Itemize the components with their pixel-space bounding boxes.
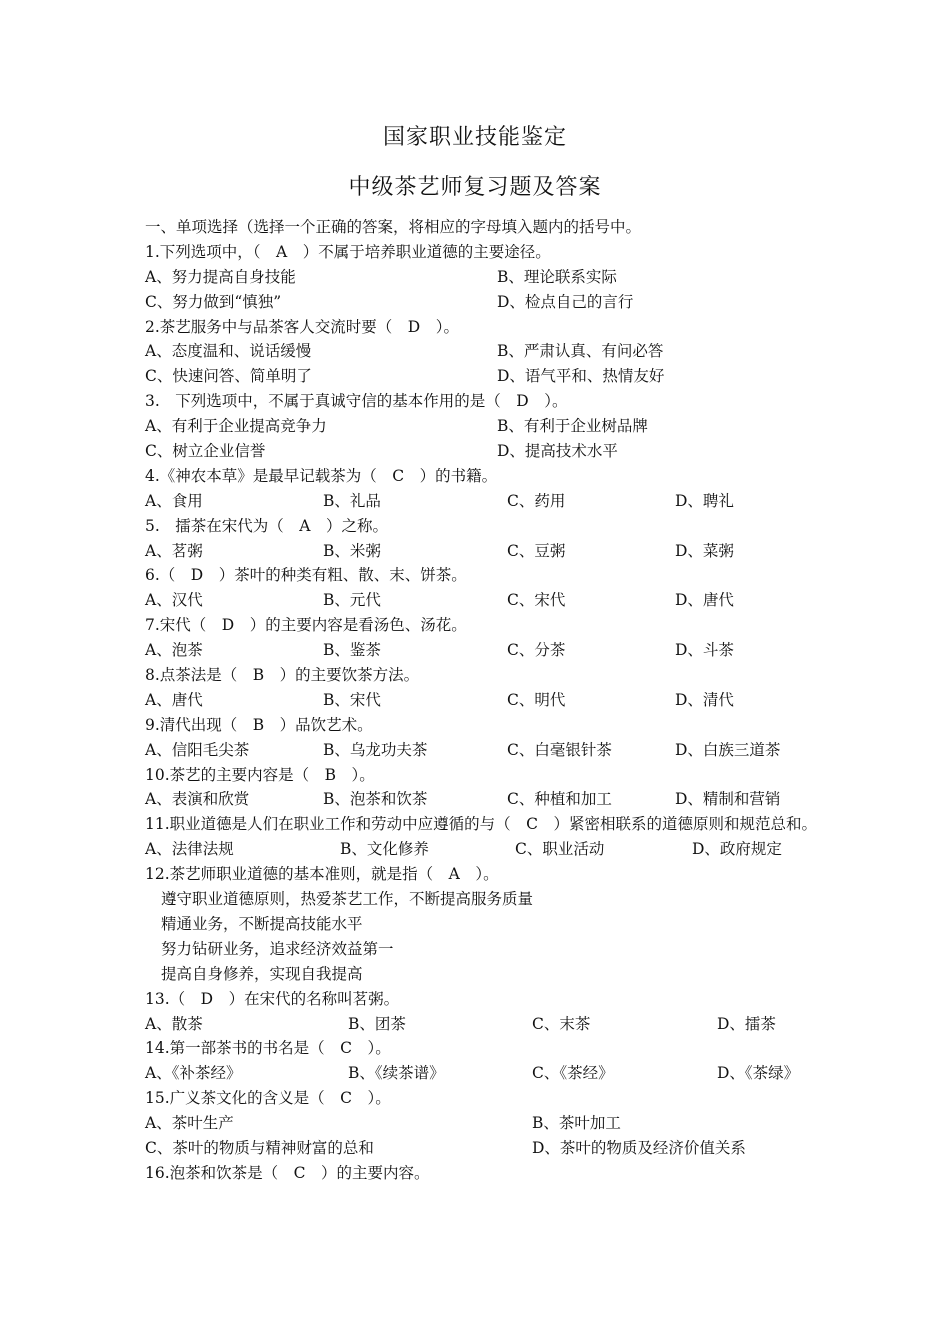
question-stem: 16.泡茶和饮茶是（ C ）的主要内容。	[145, 1163, 430, 1182]
option-item: D、检点自己的言行	[497, 292, 634, 311]
option-item: B、乌龙功夫茶	[323, 740, 428, 759]
question-stem: 15.广义茶文化的含义是（ C ）。	[145, 1089, 391, 1108]
option-item: 提高自身修养，实现自我提高	[161, 964, 363, 983]
option-item: A、茶叶生产	[145, 1114, 234, 1133]
option-row	[145, 539, 825, 564]
question-stem: 6.（ D ）茶叶的种类有粗、散、末、饼茶。	[145, 566, 467, 585]
option-item: B、文化修养	[340, 840, 429, 859]
question-stem: 4.《神农本草》是最早记载茶为（ C ）的书籍。	[145, 466, 498, 485]
question-stem: 14.第一部茶书的书名是（ C ）。	[145, 1039, 391, 1058]
option-item: C、豆粥	[507, 541, 566, 560]
option-item: C、快速问答、简单明了	[145, 367, 312, 386]
question-stem: 8.点茶法是（ B ）的主要饮茶方法。	[145, 666, 420, 685]
option-item: C、种植和加工	[507, 790, 612, 809]
option-row	[145, 688, 825, 713]
option-item: D、提高技术水平	[497, 442, 618, 461]
option-row	[145, 1136, 825, 1161]
option-item: A、有利于企业提高竞争力	[145, 417, 327, 436]
option-item: 精通业务，不断提高技能水平	[161, 914, 363, 933]
option-item: A、《补茶经》	[145, 1064, 242, 1083]
question-stem: 5. 擂茶在宋代为（ A ）之称。	[145, 516, 388, 535]
option-item: C、药用	[507, 491, 566, 510]
option-row	[145, 738, 825, 763]
question-stem: 13.（ D ）在宋代的名称叫茗粥。	[145, 989, 400, 1008]
option-item: D、茶叶的物质及经济价值关系	[532, 1138, 746, 1157]
section-heading: 一、单项选择（选择一个正确的答案，将相应的字母填入题内的括号中。	[145, 218, 642, 236]
option-row	[145, 638, 825, 663]
option-item: D、精制和营销	[675, 790, 781, 809]
option-item: A、唐代	[145, 690, 203, 709]
option-row	[145, 489, 825, 514]
option-item: A、表演和欣赏	[145, 790, 250, 809]
option-row	[145, 1111, 825, 1136]
option-item: C、宋代	[507, 591, 566, 610]
option-item: B、元代	[323, 591, 381, 610]
option-item: 努力钻研业务，追求经济效益第一	[161, 939, 394, 958]
question-list	[145, 215, 825, 1186]
option-row	[145, 364, 825, 389]
option-item: B、宋代	[323, 690, 381, 709]
option-item: B、米粥	[323, 541, 381, 560]
question-stem: 2.茶艺服务中与品茶客人交流时要（ D ）。	[145, 317, 459, 336]
option-item: A、食用	[145, 491, 203, 510]
option-item: D、唐代	[675, 591, 734, 610]
option-item: B、团茶	[348, 1014, 406, 1033]
question-stem: 7.宋代（ D ）的主要内容是看汤色、汤花。	[145, 616, 467, 635]
option-item: C、分茶	[507, 641, 566, 660]
option-item: B、严肃认真、有问必答	[497, 342, 664, 361]
option-item: C、茶叶的物质与精神财富的总和	[145, 1138, 374, 1157]
option-item: C、《茶经》	[532, 1064, 614, 1083]
option-row	[145, 290, 825, 315]
option-item: D、聘礼	[675, 491, 734, 510]
option-item: C、职业活动	[515, 840, 605, 859]
question-stem: 11.职业道德是人们在职业工作和劳动中应遵循的与（ C ）紧密相联系的道德原则和规范总和。	[145, 815, 818, 834]
option-item: B、有利于企业树品牌	[497, 417, 648, 436]
option-item: A、法律法规	[145, 840, 234, 859]
question-stem: 1.下列选项中，（ A ）不属于培养职业道德的主要途径。	[145, 242, 551, 261]
option-row	[145, 414, 825, 439]
option-item: C、白毫银针茶	[507, 740, 612, 759]
question-stem: 10.茶艺的主要内容是（ B ）。	[145, 765, 375, 784]
option-item: A、散茶	[145, 1014, 203, 1033]
option-item: B、茶叶加工	[532, 1114, 621, 1133]
option-item: D、斗茶	[675, 641, 734, 660]
option-item: D、政府规定	[692, 840, 782, 859]
option-item: A、努力提高自身技能	[145, 267, 296, 286]
question-stem: 12.茶艺师职业道德的基本准则，就是指（ A ）。	[145, 865, 499, 884]
option-item: A、信阳毛尖茶	[145, 740, 250, 759]
option-item: B、泡茶和饮茶	[323, 790, 428, 809]
option-item: D、菜粥	[675, 541, 734, 560]
option-item: B、礼品	[323, 491, 381, 510]
question-stem: 3. 下列选项中，不属于真诚守信的基本作用的是（ D ）。	[145, 392, 568, 411]
option-row	[145, 787, 825, 812]
option-item: B、《续茶谱》	[348, 1064, 445, 1083]
option-item: B、理论联系实际	[497, 267, 617, 286]
option-row	[145, 265, 825, 290]
option-row	[145, 439, 825, 464]
document-title: 国家职业技能鉴定	[382, 125, 567, 150]
document-subtitle: 中级茶艺师复习题及答案	[348, 175, 602, 200]
option-row	[145, 1012, 825, 1037]
option-item: D、语气平和、热情友好	[497, 367, 665, 386]
option-item: 遵守职业道德原则，热爱茶艺工作，不断提高服务质量	[161, 890, 534, 909]
option-item: C、努力做到“慎独”	[145, 292, 282, 311]
question-stem: 9.清代出现（ B ）品饮艺术。	[145, 715, 373, 734]
option-item: B、鉴茶	[323, 641, 381, 660]
option-item: C、明代	[507, 690, 566, 709]
option-item: A、泡茶	[145, 641, 203, 660]
option-item: D、擂茶	[717, 1014, 776, 1033]
option-item: A、茗粥	[145, 541, 203, 560]
option-item: D、《茶绿》	[717, 1064, 800, 1083]
option-item: C、树立企业信誉	[145, 442, 266, 461]
option-item: A、态度温和、说话缓慢	[145, 342, 312, 361]
option-row	[145, 1061, 825, 1086]
option-item: D、白族三道茶	[675, 740, 781, 759]
option-item: D、清代	[675, 690, 734, 709]
option-row	[145, 837, 825, 862]
option-item: A、汉代	[145, 591, 203, 610]
option-item: C、末茶	[532, 1014, 591, 1033]
option-row	[145, 339, 825, 364]
option-row	[145, 588, 825, 613]
